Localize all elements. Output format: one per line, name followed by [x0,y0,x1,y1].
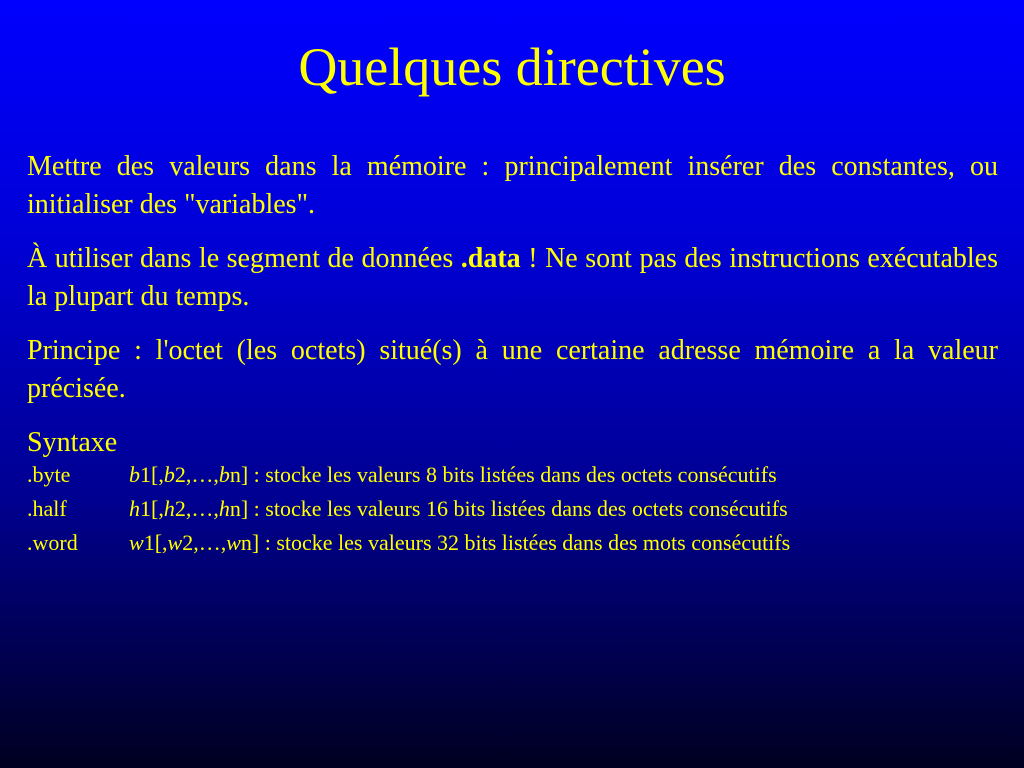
slide-title: Quelques directives [298,37,726,97]
data-segment-keyword: .data [460,243,521,274]
paragraph-data-segment-text-before: À utiliser dans le segment de données [27,243,461,274]
directive-name: .half [27,496,67,521]
paragraph-memory-values: Mettre des valeurs dans la mémoire : principalement insérer des constantes, ou initialiser des "variables". [27,151,998,220]
arg-text: 1[, [140,496,164,521]
arg-var: w [129,530,144,555]
directive-description: : stocke les valeurs 32 bits listées dans des mots consécutifs [259,530,791,555]
arg-var: w [167,530,183,555]
syntax-heading: Syntaxe [27,427,118,458]
arg-var: h [129,496,140,521]
arg-text: 2,…, [182,530,227,555]
arg-text: 2,…, [174,496,219,521]
arg-text: 2,…, [174,462,219,487]
arg-text: n] [229,496,249,521]
directive-args-description [129,526,790,560]
directive-name: .word [27,530,78,555]
arg-var: h [218,496,230,521]
paragraph-principle: Principe : l'octet (les octets) situé(s) à une certaine adresse mémoire a la valeur précisée. [27,335,998,404]
arg-var: b [163,462,175,487]
arg-text: n] [240,530,260,555]
arg-var: b [129,462,140,487]
syntax-row-half [27,492,998,526]
syntax-row-word [27,526,998,560]
directive-args-description [129,492,788,526]
arg-var: b [218,462,230,487]
arg-text: 1[, [143,530,168,555]
syntax-row-byte [27,458,998,492]
arg-var: w [226,530,241,555]
directive-description: : stocke les valeurs 16 bits listées dans des octets consécutifs [248,496,788,521]
arg-text: n] [229,462,249,487]
arg-text: 1[, [140,462,164,487]
directive-description: : stocke les valeurs 8 bits listées dans des octets consécutifs [248,462,777,487]
paragraph-data-segment [27,240,998,316]
arg-var: h [163,496,175,521]
directive-args-description [129,458,777,492]
slide-body [27,148,998,560]
directive-name: .byte [27,462,71,487]
paragraph-data-segment-text-after: ! Ne sont pas des instructions exécutables la plupart du temps. [27,243,998,312]
